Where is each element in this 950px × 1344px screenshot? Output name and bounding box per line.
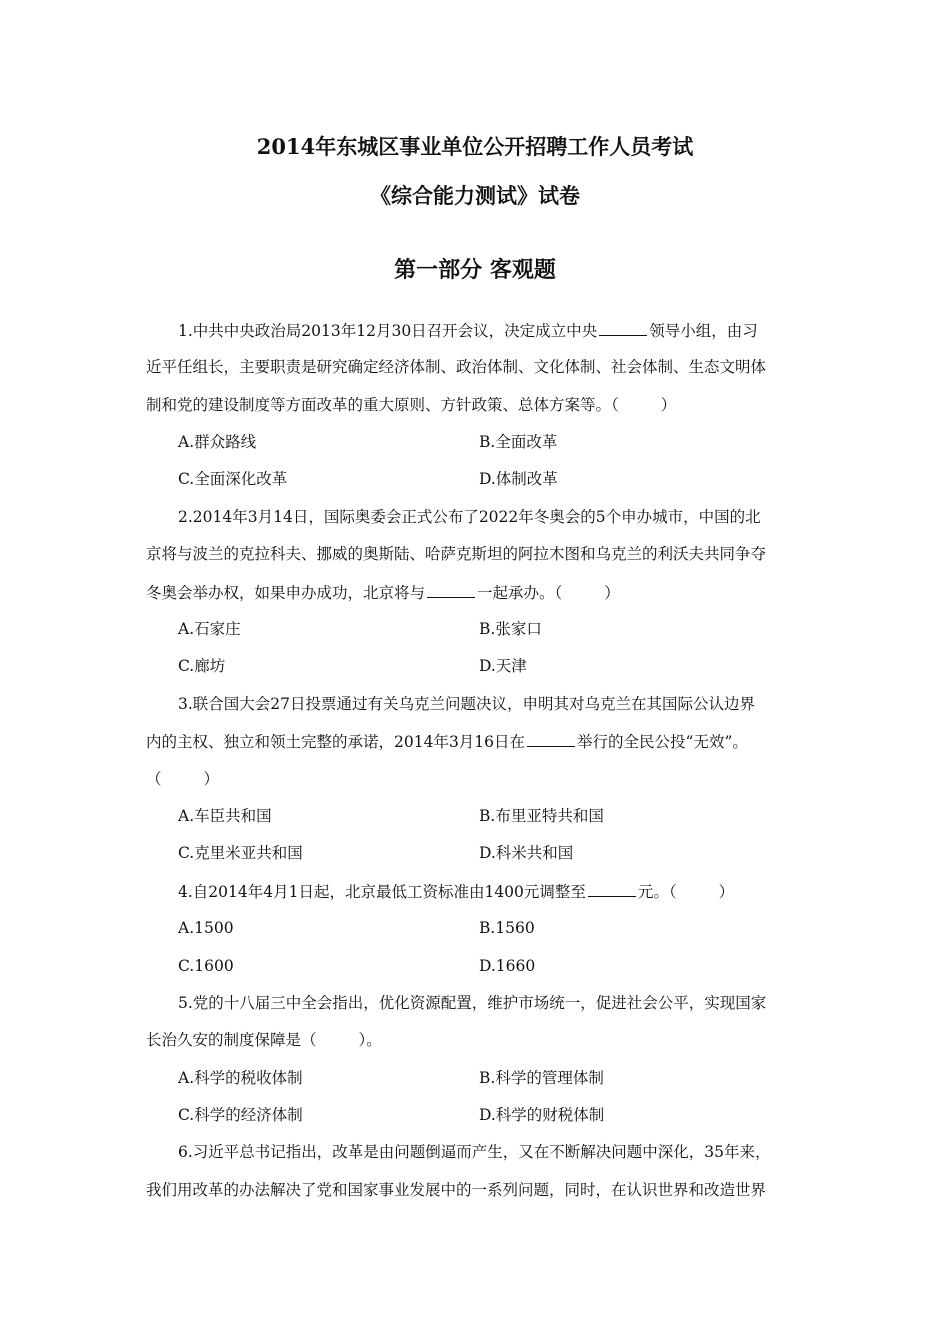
answer-blank — [588, 880, 636, 897]
question-3-line-3: （ ） — [146, 770, 220, 788]
question-6-line-2: 我们用改革的办法解决了党和国家事业发展中的一系列问题，同时，在认识世界和改造世界 — [146, 1181, 767, 1199]
answer-blank — [527, 730, 575, 747]
question-5-option-c: C.科学的经济体制 — [178, 1106, 303, 1124]
question-4-option-a: A.1500 — [178, 919, 234, 937]
question-3-option-b: B.布里亚特共和国 — [479, 807, 604, 825]
question-5-option-b: B.科学的管理体制 — [479, 1069, 604, 1087]
question-5-option-a: A.科学的税收体制 — [178, 1069, 303, 1087]
question-2-option-d: D.天津 — [479, 657, 527, 675]
question-5-option-d: D.科学的财税体制 — [479, 1106, 605, 1124]
question-3-line-1: 3.联合国大会27日投票通过有关乌克兰问题决议，申明其对乌克兰在其国际公认边界 — [178, 695, 756, 713]
exam-title: 2014年东城区事业单位公开招聘工作人员考试 — [256, 134, 694, 159]
question-4-option-d: D.1660 — [479, 957, 536, 975]
question-1-option-b: B.全面改革 — [479, 433, 558, 451]
question-3-option-d: D.科米共和国 — [479, 844, 574, 862]
question-4-line-1: 4.自2014年4月1日起，北京最低工资标准由1400元调整至 元。（ ） — [178, 880, 734, 903]
question-1-option-c: C.全面深化改革 — [178, 470, 288, 488]
answer-blank — [427, 581, 475, 598]
question-2-line-1: 2.2014年3月14日，国际奥委会正式公布了2022年冬奥会的5个申办城市，中国的北 — [178, 508, 761, 526]
question-4-option-c: C.1600 — [178, 957, 234, 975]
question-1-line-3: 制和党的建设制度等方面改革的重大原则、方针政策、总体方案等。（ ） — [146, 396, 677, 414]
question-1-option-a: A.群众路线 — [178, 433, 257, 451]
question-2-option-a: A.石家庄 — [178, 620, 241, 638]
question-2-option-c: C.廊坊 — [178, 657, 226, 675]
question-3-option-c: C.克里米亚共和国 — [178, 844, 303, 862]
question-1-option-d: D.体制改革 — [479, 470, 558, 488]
question-5-line-1: 5.党的十八届三中全会指出，优化资源配置，维护市场统一，促进社会公平，实现国家 — [178, 994, 767, 1012]
question-1-line-1: 1.中共中央政治局2013年12月30日召开会议，决定成立中央 领导小组，由习 — [178, 319, 758, 342]
question-3-line-2: 内的主权、独立和领土完整的承诺，2014年3月16日在 举行的全民公投“无效”。 — [146, 730, 748, 753]
answer-blank — [599, 319, 647, 336]
exam-subtitle: 《综合能力测试》试卷 — [370, 183, 580, 208]
section-title: 第一部分 客观题 — [394, 257, 556, 283]
question-4-option-b: B.1560 — [479, 919, 535, 937]
question-2-option-b: B.张家口 — [479, 620, 542, 638]
question-2-line-3: 冬奥会举办权，如果申办成功，北京将与 一起承办。（ ） — [146, 581, 620, 604]
question-2-line-2: 京将与波兰的克拉科夫、挪威的奥斯陆、哈萨克斯坦的阿拉木图和乌克兰的利沃夫共同争夺 — [146, 545, 767, 563]
question-1-line-2: 近平任组长，主要职责是研究确定经济体制、政治体制、文化体制、社会体制、生态文明体 — [146, 358, 767, 376]
question-3-option-a: A.车臣共和国 — [178, 807, 272, 825]
question-5-line-2: 长治久安的制度保障是（ ）。 — [146, 1031, 382, 1049]
question-6-line-1: 6.习近平总书记指出，改革是由问题倒逼而产生，又在不断解决问题中深化，35年来， — [178, 1143, 771, 1161]
